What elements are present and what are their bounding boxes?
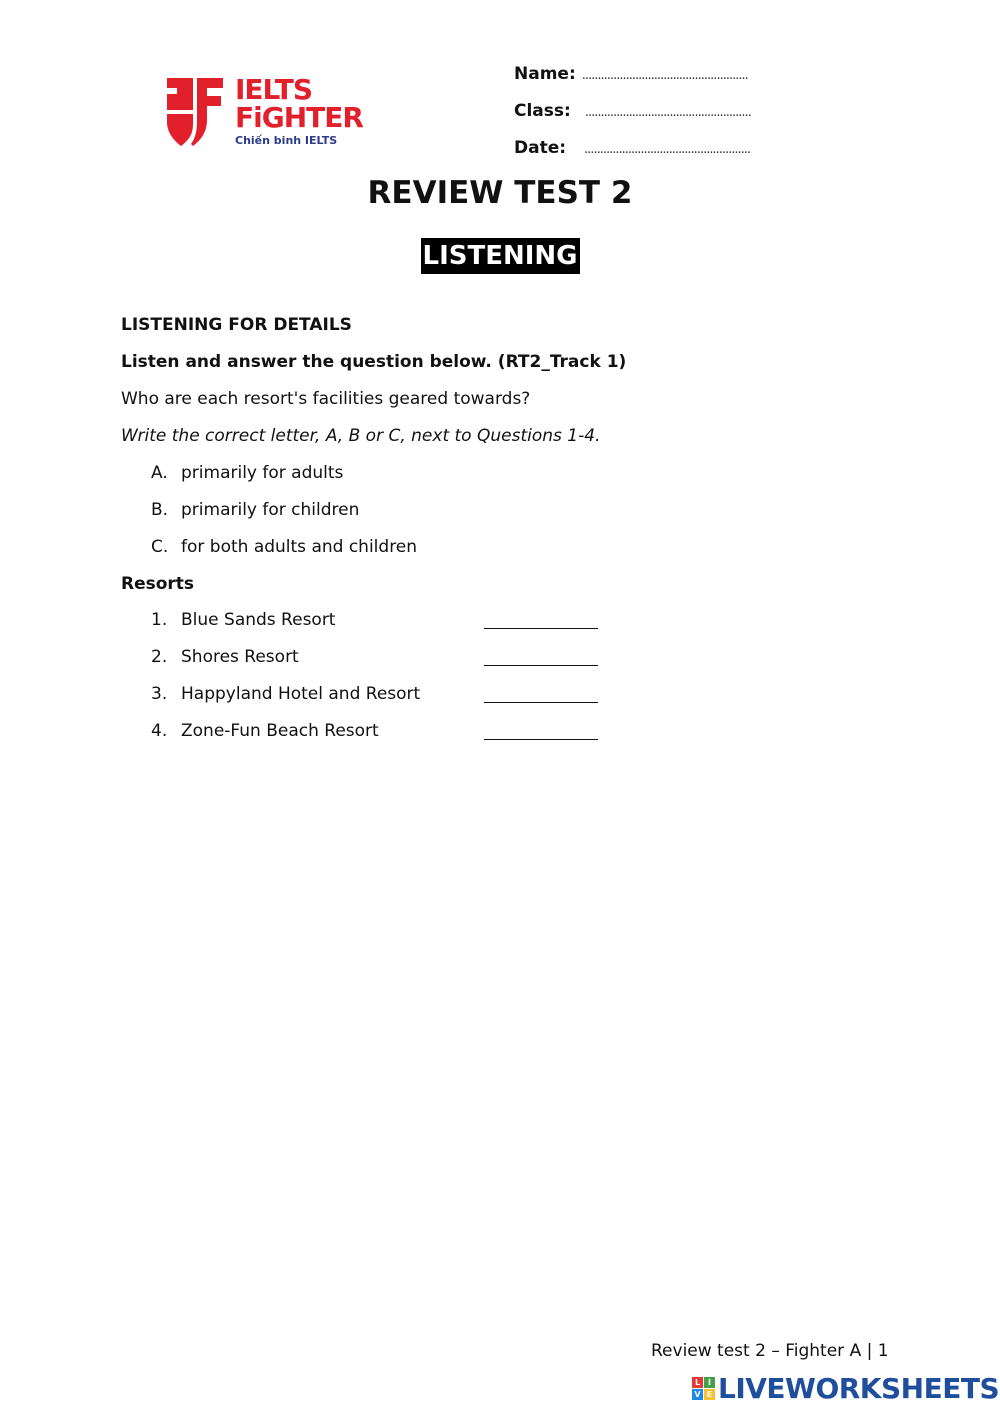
section-label: LISTENING [421,238,580,274]
answer-blank-1[interactable] [484,628,598,629]
ielts-fighter-logo [163,74,378,152]
class-label: Class: [514,101,571,121]
resort-name: Shores Resort [181,647,299,667]
answer-blank-2[interactable] [484,665,598,666]
date-label: Date: [514,138,567,158]
logo-line-2: FiGHTER [235,101,363,134]
resort-number: 2. [151,647,168,667]
resort-number: 1. [151,610,168,630]
answer-blank-4[interactable] [484,739,598,740]
option-letter: A. [151,463,168,483]
logo-tagline: Chiến binh IELTS [235,134,338,147]
section-heading: LISTENING FOR DETAILS [121,315,352,335]
answer-blank-3[interactable] [484,702,598,703]
option-text: for both adults and children [181,537,418,557]
resort-name: Happyland Hotel and Resort [181,684,421,704]
lw-square-v: V [692,1389,703,1400]
liveworksheets-logo-icon [692,1377,716,1401]
option-letter: C. [151,537,169,557]
class-dots[interactable]: ..................................................... [584,105,751,120]
lw-square-l: L [692,1377,703,1388]
instruction: Listen and answer the question below. (RT2_Track 1) [121,352,627,372]
lw-square-e: E [704,1389,715,1400]
date-field [514,137,750,161]
page-title: REVIEW TEST 2 [367,175,633,211]
logo-line-1: IELTS [235,73,313,106]
option-text: primarily for adults [181,463,344,483]
page-footer: Review test 2 – Fighter A | 1 [651,1341,889,1361]
class-field [514,100,751,124]
name-label: Name: [514,64,576,84]
resort-name: Zone-Fun Beach Resort [181,721,379,741]
name-field [514,63,748,87]
resort-number: 4. [151,721,168,741]
shield-logo-icon [163,74,227,148]
option-letter: B. [151,500,169,520]
liveworksheets-text: LIVEWORKSHEETS [718,1372,1000,1405]
resorts-heading: Resorts [121,574,195,594]
resort-name: Blue Sands Resort [181,610,336,630]
lw-square-i: I [704,1377,715,1388]
section-label-wrap [0,238,1000,274]
name-dots[interactable]: ..................................................... [581,68,748,83]
date-dots[interactable]: ..................................................... [584,142,751,157]
question: Who are each resort's facilities geared towards? [121,389,531,409]
direction: Write the correct letter, A, B or C, next to Questions 1-4. [121,426,601,446]
resort-number: 3. [151,684,168,704]
option-text: primarily for children [181,500,360,520]
